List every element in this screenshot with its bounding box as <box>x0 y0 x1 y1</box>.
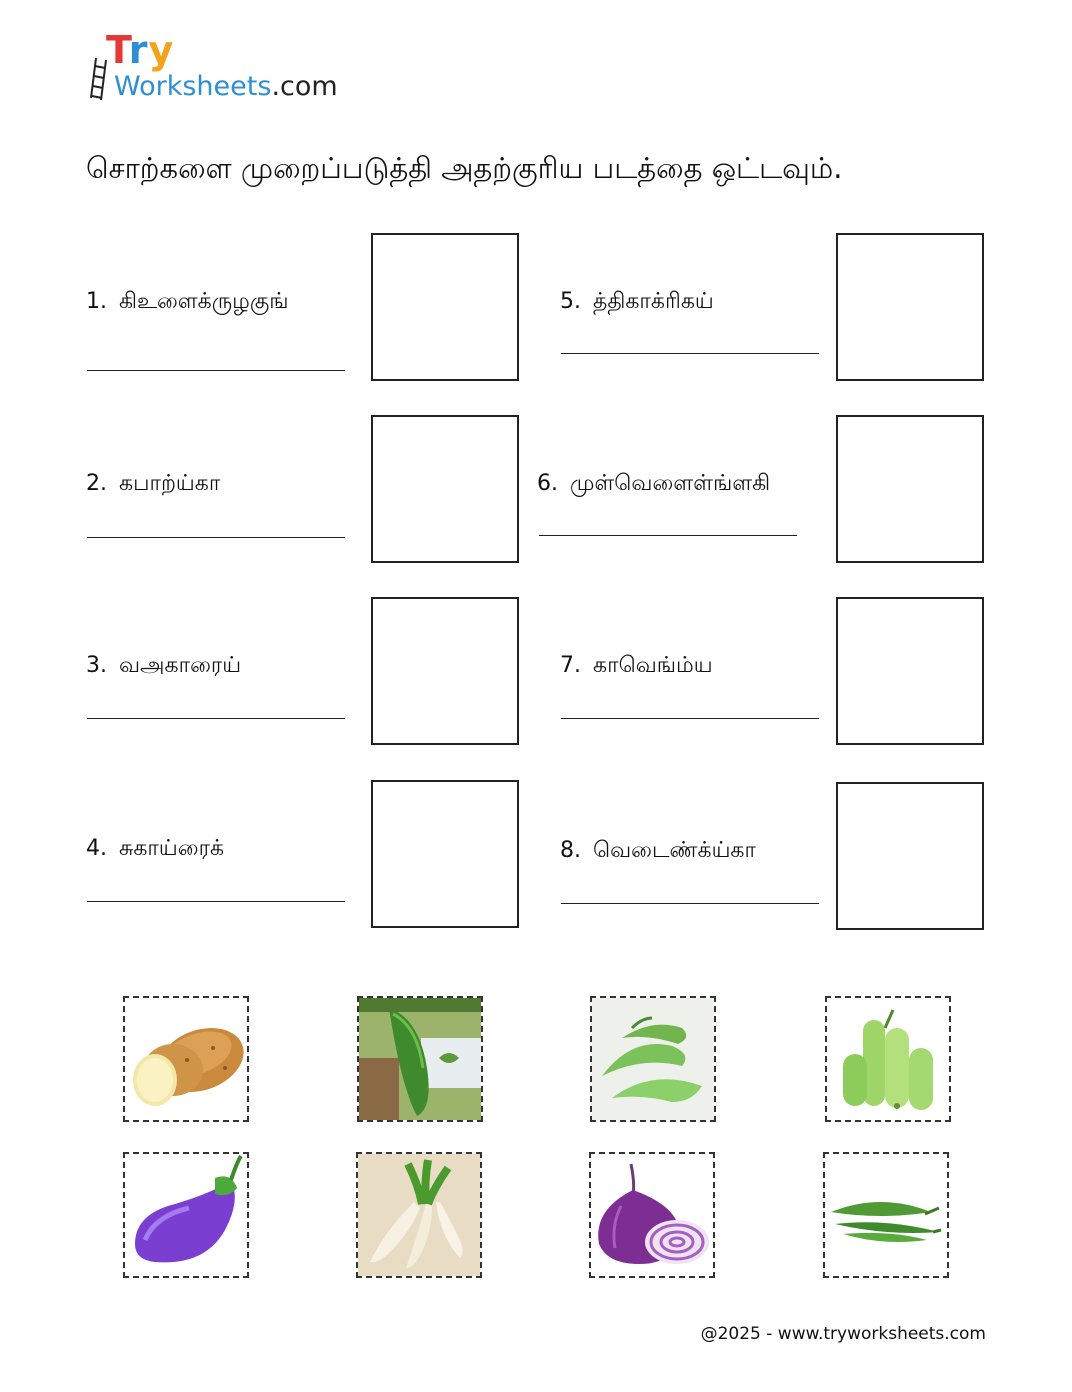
scrambled-word: வஅகாரைய் <box>119 653 242 678</box>
question-number: 6. <box>537 471 558 496</box>
picture-box[interactable] <box>371 780 519 928</box>
scrambled-word: முள்வெளைள்ங்ளகி <box>570 471 771 496</box>
logo-try-text <box>106 28 174 72</box>
question-number: 8. <box>560 838 581 863</box>
scrambled-word: சுகாய்ரைக் <box>119 836 225 861</box>
cutout-radish[interactable] <box>356 1152 482 1278</box>
question-7 <box>560 651 713 681</box>
picture-box[interactable] <box>836 415 984 563</box>
scrambled-word: காவெங்ம்ய <box>593 653 713 678</box>
question-number: 5. <box>560 289 581 314</box>
scrambled-word: கபாற்ய்கா <box>119 471 221 496</box>
scrambled-word: வெடைண்க்ய்கா <box>593 838 757 863</box>
answer-line[interactable] <box>87 718 345 719</box>
logo-worksheets-text <box>114 70 338 104</box>
question-number: 3. <box>86 653 107 678</box>
cutout-onion[interactable] <box>589 1152 715 1278</box>
question-number: 1. <box>86 289 107 314</box>
picture-box[interactable] <box>371 597 519 745</box>
cutout-brinjal[interactable] <box>123 1152 249 1278</box>
radish-icon <box>358 1154 480 1276</box>
answer-line[interactable] <box>561 718 819 719</box>
question-2 <box>86 469 220 499</box>
picture-box[interactable] <box>836 782 984 930</box>
picture-box[interactable] <box>836 597 984 745</box>
logo-letter: T <box>106 28 129 72</box>
bitter-gourd-icon <box>359 998 481 1120</box>
answer-line[interactable] <box>539 535 797 536</box>
picture-box[interactable] <box>371 233 519 381</box>
cutout-bottle-gourd[interactable] <box>825 996 951 1122</box>
logo-letter: r <box>128 28 149 72</box>
question-number: 7. <box>560 653 581 678</box>
scrambled-word: கிஉளைக்ருழகுங் <box>119 289 289 314</box>
copyright-footer: @2025 - www.tryworksheets.com <box>700 1324 986 1344</box>
picture-box[interactable] <box>371 415 519 563</box>
question-5 <box>560 287 714 317</box>
answer-line[interactable] <box>87 901 345 902</box>
answer-line[interactable] <box>87 537 345 538</box>
logo-worksheets: Worksheets <box>114 71 272 102</box>
site-logo <box>88 28 348 108</box>
question-4 <box>86 834 224 864</box>
question-1 <box>86 287 289 317</box>
brinjal-icon <box>125 1154 247 1276</box>
picture-box[interactable] <box>836 233 984 381</box>
question-3 <box>86 651 241 681</box>
answer-line[interactable] <box>561 353 819 354</box>
ladies-finger-icon <box>825 1154 947 1276</box>
bottle-gourd-icon <box>827 998 949 1120</box>
scrambled-word: த்திகாக்ரிகய் <box>593 289 714 314</box>
question-8 <box>560 836 756 866</box>
question-number: 2. <box>86 471 107 496</box>
logo-letter: y <box>148 28 175 72</box>
instruction-title: சொற்களை முறைப்படுத்தி அதற்குரிய படத்தை ஒட்டவும். <box>86 151 843 185</box>
cutout-broad-beans[interactable] <box>590 996 716 1122</box>
logo-dotcom: .com <box>271 71 338 102</box>
cutout-bitter-gourd[interactable] <box>357 996 483 1122</box>
potato-icon <box>125 998 247 1120</box>
answer-line[interactable] <box>87 370 345 371</box>
question-number: 4. <box>86 836 107 861</box>
broad-beans-icon <box>592 998 714 1120</box>
question-6 <box>537 469 770 499</box>
answer-line[interactable] <box>561 903 819 904</box>
cutout-potato[interactable] <box>123 996 249 1122</box>
onion-icon <box>591 1154 713 1276</box>
cutout-ladies-finger[interactable] <box>823 1152 949 1278</box>
